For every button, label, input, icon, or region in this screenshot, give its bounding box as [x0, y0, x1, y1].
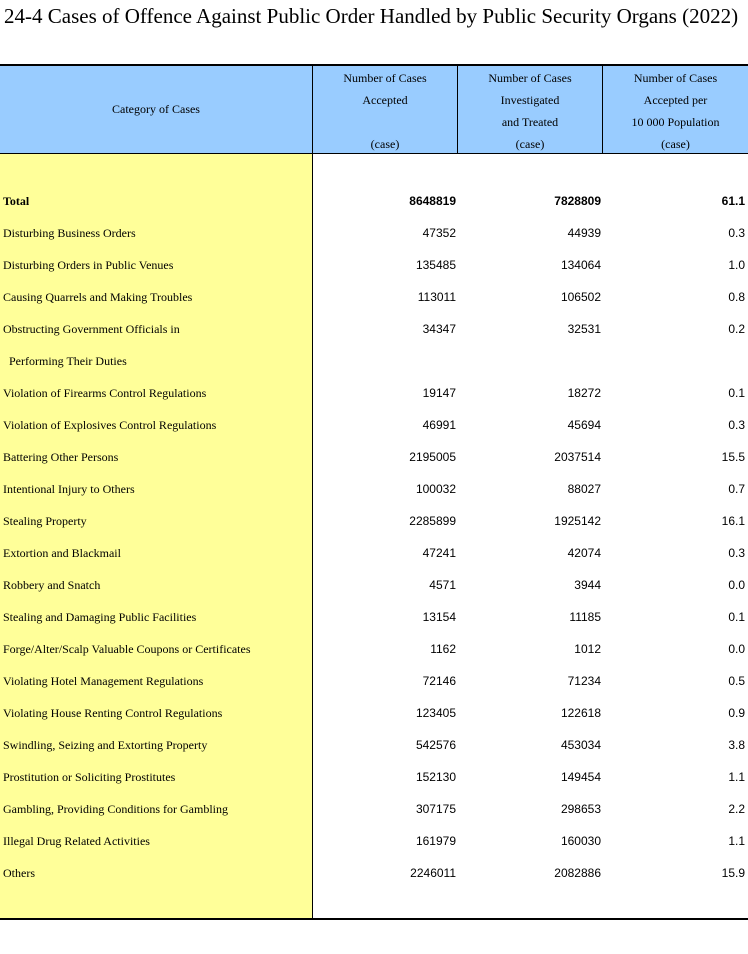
row-category: Disturbing Orders in Public Venues: [3, 258, 174, 272]
table-row: [0, 313, 748, 345]
row-category: Robbery and Snatch: [3, 578, 101, 592]
row-accepted: 161979: [415, 834, 456, 848]
table-row: [0, 249, 748, 281]
row-category: Violation of Firearms Control Regulations: [3, 386, 207, 400]
row-category: Others: [3, 866, 35, 880]
table-row-total: [0, 185, 748, 217]
header-accepted-line2: Accepted: [362, 93, 408, 107]
row-per-population: 0.2: [728, 322, 745, 336]
row-investigated: 32531: [567, 322, 601, 336]
row-investigated: 160030: [560, 834, 601, 848]
row-accepted: 123405: [415, 706, 456, 720]
row-category: Total: [3, 194, 30, 208]
row-investigated: 7828809: [554, 194, 601, 208]
row-per-population: 15.5: [721, 450, 745, 464]
row-investigated: 298653: [560, 802, 601, 816]
table-row: [0, 665, 748, 697]
table-row: [0, 633, 748, 665]
row-accepted: 307175: [415, 802, 456, 816]
row-per-population: 0.3: [728, 226, 745, 240]
row-accepted: 47241: [422, 546, 456, 560]
row-per-population: 0.1: [728, 610, 745, 624]
header-per-population-line2: Accepted per: [643, 93, 708, 107]
table-row: [0, 441, 748, 473]
row-accepted: 542576: [415, 738, 456, 752]
row-per-population: 16.1: [721, 514, 745, 528]
header-investigated-line3: and Treated: [501, 115, 559, 129]
page-title: 24-4 Cases of Offence Against Public Order Handled by Public Security Organs (2022): [4, 4, 739, 28]
table-row: [0, 345, 748, 377]
table-row: [0, 793, 748, 825]
header-investigated: [458, 66, 603, 154]
table-row: [0, 569, 748, 601]
row-accepted: 2285899: [409, 514, 456, 528]
table-row: [0, 473, 748, 505]
row-accepted: 2246011: [410, 866, 456, 880]
row-investigated: 149454: [560, 770, 601, 784]
row-accepted: 100032: [415, 482, 456, 496]
row-investigated: 106502: [560, 290, 601, 304]
row-investigated: 1012: [574, 642, 601, 656]
header-accepted: [313, 66, 458, 154]
row-accepted: 152130: [415, 770, 456, 784]
row-category: Stealing Property: [3, 514, 87, 528]
row-category: Swindling, Seizing and Extorting Property: [3, 738, 208, 752]
header-per-population-line3: 10 000 Population: [631, 115, 720, 129]
table-row: [0, 377, 748, 409]
row-category: Violation of Explosives Control Regulations: [3, 418, 217, 432]
row-per-population: 1.1: [728, 834, 745, 848]
header-per-population: [603, 66, 748, 154]
row-category: Extortion and Blackmail: [3, 546, 121, 560]
row-accepted: 13154: [422, 610, 456, 624]
row-per-population: 3.8: [728, 738, 745, 752]
header-accepted-unit: (case): [370, 137, 400, 151]
table-row: [0, 857, 748, 889]
row-investigated: 3944: [574, 578, 601, 592]
table-row: [0, 281, 748, 313]
table-body: [0, 154, 748, 920]
row-per-population: 0.3: [728, 418, 745, 432]
row-per-population: 0.0: [728, 642, 745, 656]
table-row: [0, 409, 748, 441]
row-category: Illegal Drug Related Activities: [3, 834, 150, 848]
row-per-population: 0.8: [728, 290, 745, 304]
row-category: Prostitution or Soliciting Prostitutes: [3, 770, 176, 784]
table-header: [0, 64, 748, 154]
row-category: Violating Hotel Management Regulations: [3, 674, 204, 688]
row-accepted: 46991: [422, 418, 456, 432]
row-category: Causing Quarrels and Making Troubles: [3, 290, 193, 304]
header-investigated-line2: Investigated: [500, 93, 560, 107]
row-investigated: 88027: [567, 482, 601, 496]
row-per-population: 0.0: [728, 578, 745, 592]
row-accepted: 19147: [422, 386, 456, 400]
row-accepted: 8648819: [409, 194, 456, 208]
row-investigated: 18272: [567, 386, 601, 400]
row-accepted: 135485: [415, 258, 456, 272]
row-category: Obstructing Government Officials in: [3, 322, 180, 336]
row-investigated: 122618: [560, 706, 601, 720]
row-accepted: 1162: [430, 642, 456, 656]
table-row: [0, 825, 748, 857]
row-investigated: 2037514: [554, 450, 601, 464]
row-accepted: 47352: [422, 226, 456, 240]
row-category: Disturbing Business Orders: [3, 226, 136, 240]
table-row: [0, 761, 748, 793]
table-row: [0, 537, 748, 569]
row-per-population: 0.9: [728, 706, 745, 720]
row-accepted: 2195005: [409, 450, 456, 464]
row-accepted: 72146: [422, 674, 456, 688]
row-investigated: 2082886: [554, 866, 601, 880]
row-per-population: 0.1: [728, 386, 745, 400]
row-category: Performing Their Duties: [9, 354, 127, 368]
row-category: Violating House Renting Control Regulations: [3, 706, 223, 720]
row-per-population: 1.1: [728, 770, 745, 784]
header-per-population-unit: (case): [661, 137, 690, 151]
row-accepted: 4571: [429, 578, 456, 592]
row-per-population: 0.7: [728, 482, 745, 496]
row-investigated: 134064: [560, 258, 601, 272]
table-row: [0, 729, 748, 761]
row-category: Forge/Alter/Scalp Valuable Coupons or Certificates: [3, 642, 251, 656]
row-category: Battering Other Persons: [3, 450, 119, 464]
row-category: Intentional Injury to Others: [3, 482, 135, 496]
table-row: [0, 217, 748, 249]
row-investigated: 1925142: [554, 514, 601, 528]
header-category: [0, 66, 313, 154]
row-accepted: 113011: [417, 290, 456, 304]
row-investigated: 71234: [567, 674, 601, 688]
table-row: [0, 601, 748, 633]
row-accepted: 34347: [422, 322, 456, 336]
header-investigated-line1: Number of Cases: [488, 71, 572, 85]
table-row: [0, 505, 748, 537]
row-category: Gambling, Providing Conditions for Gambling: [3, 802, 228, 816]
row-per-population: 0.3: [728, 546, 745, 560]
row-per-population: 15.9: [721, 866, 745, 880]
row-investigated: 453034: [560, 738, 601, 752]
row-investigated: 45694: [567, 418, 601, 432]
row-category: Stealing and Damaging Public Facilities: [3, 610, 197, 624]
row-per-population: 0.5: [728, 674, 745, 688]
row-investigated: 11185: [569, 610, 601, 624]
table-row: [0, 697, 748, 729]
header-accepted-line1: Number of Cases: [343, 71, 427, 85]
header-category-label: Category of Cases: [112, 102, 200, 116]
row-investigated: 44939: [567, 226, 601, 240]
header-per-population-line1: Number of Cases: [633, 71, 718, 85]
row-per-population: 61.1: [721, 194, 745, 208]
row-per-population: 1.0: [728, 258, 745, 272]
row-per-population: 2.2: [728, 802, 745, 816]
row-investigated: 42074: [567, 546, 601, 560]
header-investigated-unit: (case): [515, 137, 545, 151]
